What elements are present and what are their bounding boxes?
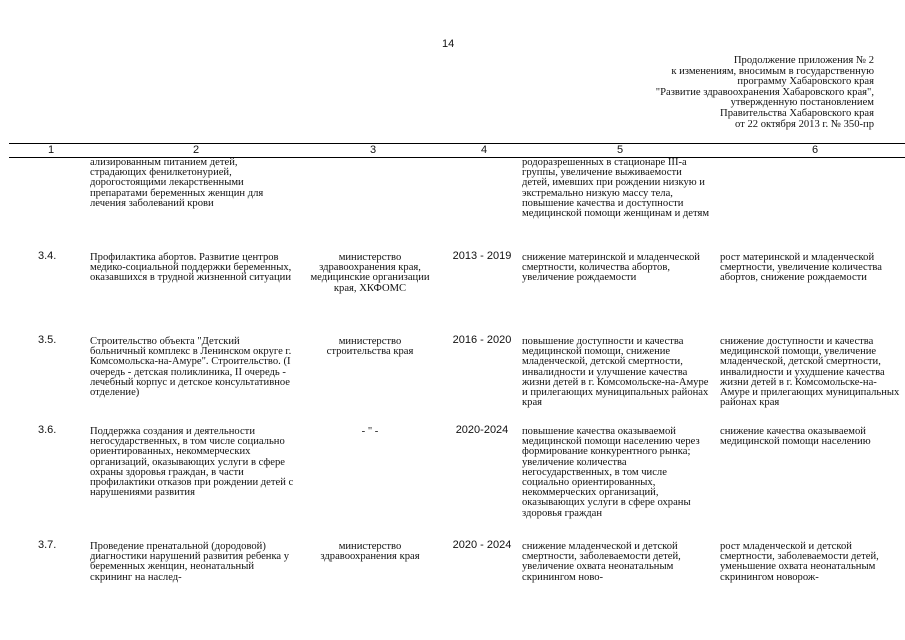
row-period: 2020-2024 bbox=[455, 424, 509, 436]
column-header: 5 bbox=[617, 144, 624, 156]
row-number: 3.7. bbox=[38, 539, 57, 551]
row-activity: Поддержка создания и деятельности негосударственных, в том числе социально ориентированных, некоммерческих организаций, оказывающих услуги в сфере охраны здоровья граждан, в части профилактики отказов при рождении детей с нарушениями развития bbox=[90, 426, 294, 499]
column-header: 1 bbox=[48, 144, 55, 156]
appendix-header bbox=[554, 56, 874, 130]
header-line: к изменениям, вносимым в государственную bbox=[671, 65, 874, 77]
row-executor: министерство строительства края bbox=[326, 336, 414, 358]
row-result: повышение качества оказываемой медицинской помощи населению через формирование конкурентного рынка; увеличение количества негосударственных, в том числе социально ориентированных, некоммерческих организаций, оказывающих услуги в сфере охраны здоровья граждан bbox=[522, 426, 700, 519]
row-consequence: рост материнской и младенческой смертности, увеличение количества абортов, снижение рождаемости bbox=[720, 252, 882, 284]
header-line: Продолжение приложения № 2 bbox=[733, 55, 874, 66]
column-header: 6 bbox=[812, 144, 819, 156]
continuation-activity: ализированным питанием детей, страдающих фенилкетонурией, дорогостоящими лекарственными препаратами беременных женщин для лечения заболеваний крови bbox=[90, 157, 264, 209]
column-header: 4 bbox=[481, 144, 488, 156]
row-result: повышение доступности и качества медицинской помощи, снижение младенческой, детской смертности, инвалидности и улучшение качества жизни детей в г. Комсомольске-на-Амуре и прилегающих муниципальных районах края bbox=[522, 336, 709, 409]
row-executor: министерство здравоохранения края, медицинские организации края, ХКФОМС bbox=[310, 252, 430, 294]
column-header: 2 bbox=[193, 144, 200, 156]
row-activity: Строительство объекта "Детский больничный комплекс в Ленинском округе г. Комсомольска-на-Амуре". Строительство. (I очередь - детская поликлиника, II очередь - лечебный корпус и детское консультативное отделение) bbox=[90, 336, 292, 399]
row-period: 2013 - 2019 bbox=[452, 250, 512, 262]
row-executor: министерство здравоохранения края bbox=[320, 541, 420, 563]
row-activity: Проведение пренатальной (дородовой) диагностики нарушений развития ребенка у беременных женщин, неонатальный скрининг на наслед- bbox=[90, 541, 290, 583]
row-result: снижение материнской и младенческой смертности, количества абортов, увеличение рождаемости bbox=[522, 252, 700, 284]
header-line: утвержденную постановлением bbox=[730, 97, 874, 109]
row-number: 3.6. bbox=[38, 424, 57, 436]
row-consequence: снижение доступности и качества медицинской помощи, увеличение младенческой, детской смертности, инвалидности и ухудшение качества жизни детей в г. Комсомольске-на-Амуре и прилегающих муниципальных районах края bbox=[720, 336, 900, 409]
row-period: 2016 - 2020 bbox=[452, 334, 512, 346]
row-consequence: снижение качества оказываемой медицинской помощи населению bbox=[720, 426, 871, 448]
column-header: 3 bbox=[370, 144, 377, 156]
row-period: 2020 - 2024 bbox=[452, 539, 512, 551]
row-consequence: рост младенческой и детской смертности, заболеваемости детей, уменьшение охвата неонатальным скринингом новорож- bbox=[720, 541, 879, 583]
header-line: от 22 октября 2013 г. № 350-пр bbox=[735, 118, 874, 130]
header-line: "Развитие здравоохранения Хабаровского края", bbox=[655, 86, 874, 98]
row-result: снижение младенческой и детской смертности, заболеваемости детей, увеличение охвата неонатальным скринингом ново- bbox=[522, 541, 681, 583]
row-number: 3.5. bbox=[38, 334, 57, 346]
row-activity: Профилактика абортов. Развитие центров медико-социальной поддержки беременных, оказавшихся в трудной жизненной ситуации bbox=[90, 252, 292, 284]
header-line: Правительства Хабаровского края bbox=[720, 107, 874, 119]
row-number: 3.4. bbox=[38, 250, 57, 262]
column-header-row bbox=[9, 143, 905, 158]
header-line: программу Хабаровского края bbox=[737, 76, 874, 88]
continuation-result: родоразрешенных в стационаре III-а группы, увеличение выживаемости детей, имевших при рождении низкую и экстремально низкую массу тела, повышение качества и доступности медицинской помощи женщинам и детям bbox=[522, 157, 710, 220]
page-number: 14 bbox=[442, 38, 455, 50]
row-executor: - " - bbox=[361, 426, 379, 437]
